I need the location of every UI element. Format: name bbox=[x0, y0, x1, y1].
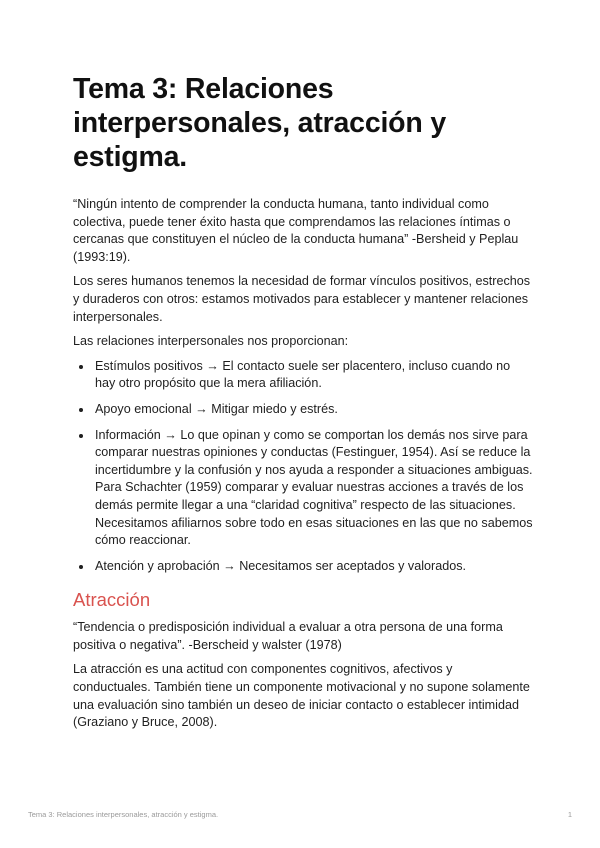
document-page bbox=[73, 72, 533, 739]
document-title: Tema 3: Relaciones interpersonales, atracción y estigma. bbox=[73, 73, 446, 173]
intro-quote-paragraph: “Ningún intento de comprender la conducta humana, tanto individual como colectiva, puede tener éxito hasta que comprendamos las relaciones íntimas o cercanas que constituyen el núcleo de la conducta humana” -Bersheid y Peplau (1993:19). bbox=[73, 197, 519, 264]
list-intro-paragraph: Las relaciones interpersonales nos proporcionan: bbox=[73, 334, 349, 349]
body-paragraph: Los seres humanos tenemos la necesidad de formar vínculos positivos, estrechos y duraderos con otros: estamos motivados para establecer y mantener relaciones interpersonales. bbox=[73, 274, 531, 324]
benefits-list bbox=[73, 358, 533, 576]
body-paragraph: La atracción es una actitud con componentes cognitivos, afectivos y conductuales. También tiene un componente motivacional y no supone solamente una evaluación sino también un deseo de iniciar contacto o establecer intimidad (Graziano y Bruce, 2008). bbox=[73, 662, 530, 730]
footer-title: Tema 3: Relaciones interpersonales, atracción y estigma. bbox=[28, 810, 219, 819]
section-heading-atraccion: Atracción bbox=[73, 589, 151, 611]
list-item: • Apoyo emocional → Mitigar miedo y estrés. bbox=[93, 401, 533, 419]
list-item: • Información → Lo que opinan y como se comportan los demás nos sirve para comparar nuestras opiniones y conductas (Festinguer, 1954). Así se reduce la incertidumbre y la confusión y nos ayuda a responder a situaciones ambiguas. Para Schachter (1959) comparar y evaluar nuestras acciones a través de los demás permite llegar a una “claridad cognitiva” respecto de las situaciones. Necesitamos afiliarnos sobre todo en esas situaciones en las que no sabemos cómo reaccionar. bbox=[93, 427, 533, 550]
page-number: 1 bbox=[567, 810, 572, 819]
page-footer bbox=[28, 810, 572, 819]
list-item: • Atención y aprobación → Necesitamos ser aceptados y valorados. bbox=[93, 558, 533, 576]
definition-quote-paragraph: “Tendencia o predisposición individual a evaluar a otra persona de una forma positiva o negativa”. -Berscheid y walster (1978) bbox=[73, 620, 503, 652]
list-item: • Estímulos positivos → El contacto suele ser placentero, incluso cuando no hay otro propósito que la mera afiliación. bbox=[93, 358, 533, 393]
